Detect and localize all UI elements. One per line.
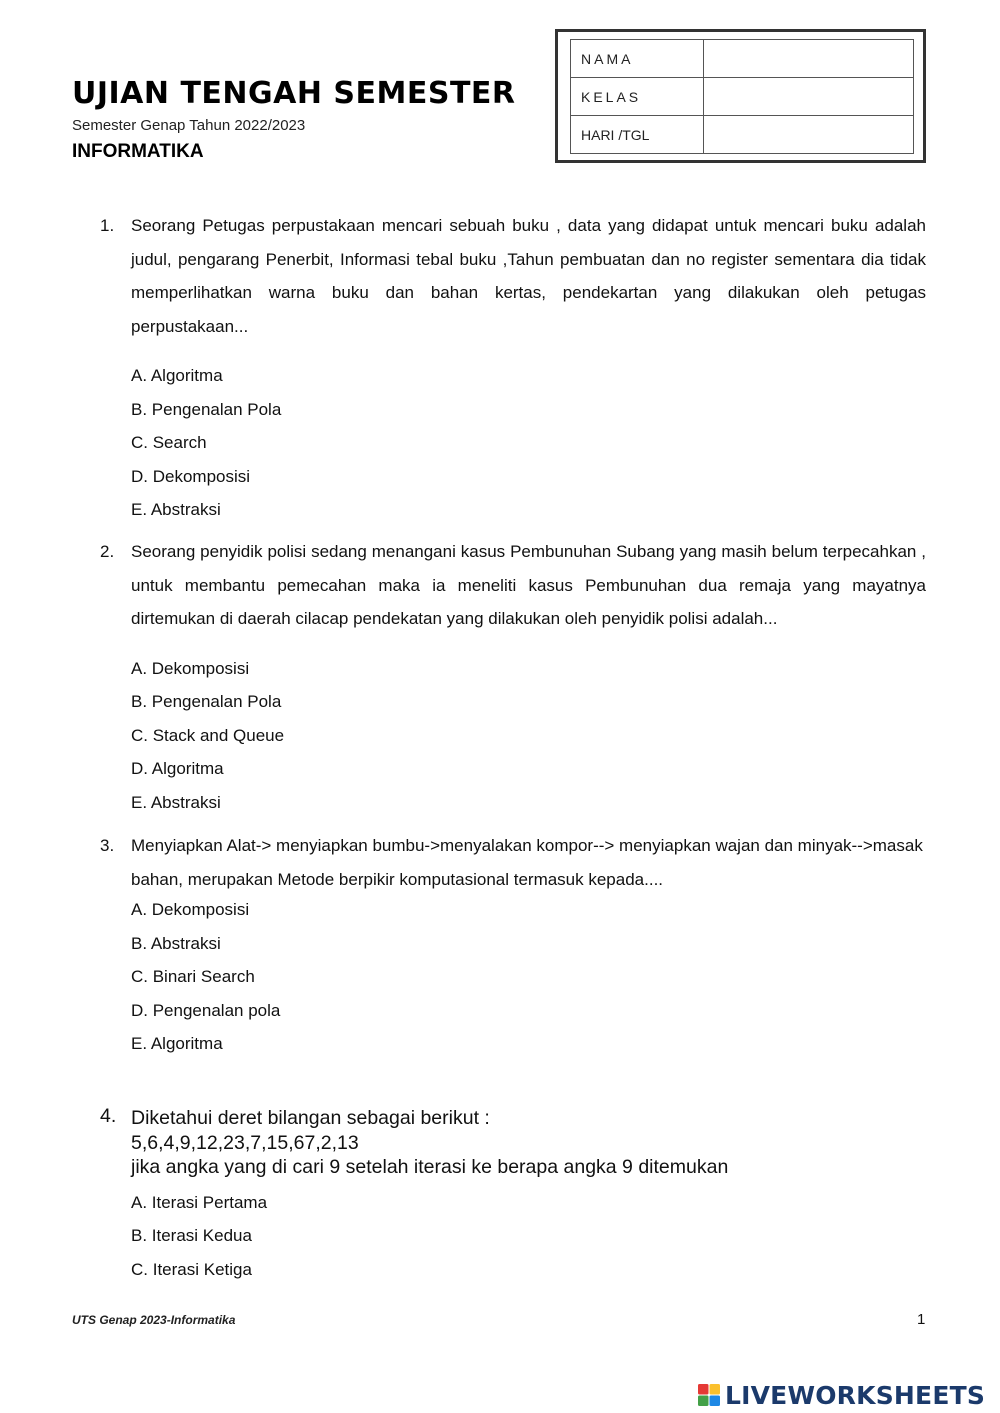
question-2 (100, 535, 926, 835)
option-b[interactable]: B. Abstraksi (131, 933, 221, 953)
footer-label: UTS Genap 2023-Informatika (72, 1313, 236, 1327)
option-e[interactable]: E. Abstraksi (131, 500, 221, 519)
hari-tgl-field[interactable] (704, 116, 914, 154)
student-identity-box (555, 29, 926, 163)
option-d[interactable]: D. Dekomposisi (131, 466, 251, 486)
question-text: Diketahui deret bilangan sebagai berikut : (131, 1107, 490, 1129)
number-sequence: 5,6,4,9,12,23,7,15,67,2,13 (131, 1131, 359, 1154)
option-e[interactable]: E. Abstraksi (131, 792, 221, 812)
option-c[interactable]: C. Binari Search (131, 967, 255, 986)
option-a[interactable]: A. Dekomposisi (131, 658, 250, 678)
question-1 (100, 209, 926, 543)
question-number: 4. (100, 1105, 117, 1127)
question-number: 2. (100, 542, 115, 561)
page-number: 1 (917, 1311, 926, 1328)
kelas-label: KELAS (571, 78, 704, 116)
identity-row-kelas (571, 78, 914, 116)
option-a[interactable]: A. Dekomposisi (131, 900, 250, 919)
option-c[interactable]: C. Iterasi Ketiga (131, 1259, 252, 1279)
subject-heading: INFORMATIKA (72, 141, 204, 162)
option-a[interactable]: A. Algoritma (131, 366, 223, 385)
option-list (131, 1186, 926, 1287)
hari-tgl-label: HARI /TGL (571, 116, 704, 154)
option-list (131, 893, 926, 1061)
option-c[interactable]: C. Stack and Queue (131, 725, 285, 745)
identity-table (570, 39, 914, 154)
option-b[interactable]: B. Iterasi Kedua (131, 1226, 252, 1245)
question-prompt: jika angka yang di cari 9 setelah iterasi ke berapa angka 9 ditemukan (131, 1156, 729, 1178)
liveworksheets-brand (697, 1380, 985, 1410)
nama-label: NAMA (571, 40, 704, 78)
liveworksheets-logo-icon (697, 1383, 721, 1407)
question-4 (100, 1106, 926, 1302)
option-list (131, 652, 926, 820)
option-a[interactable]: A. Iterasi Pertama (131, 1192, 268, 1212)
semester-subtitle: Semester Genap Tahun 2022/2023 (72, 117, 306, 134)
liveworksheets-wordmark: LIVEWORKSHEETS (725, 1380, 986, 1410)
option-list (131, 359, 926, 527)
nama-field[interactable] (704, 40, 914, 78)
option-d[interactable]: D. Pengenalan pola (131, 1000, 281, 1020)
page-title: UJIAN TENGAH SEMESTER (72, 76, 516, 111)
option-c[interactable]: C. Search (131, 433, 207, 452)
question-number: 1. (100, 216, 115, 235)
option-b[interactable]: B. Pengenalan Pola (131, 399, 282, 419)
option-e[interactable]: E. Algoritma (131, 1034, 223, 1053)
question-3 (100, 829, 926, 1077)
question-text: Seorang Petugas perpustakaan mencari sebuah buku , data yang didapat untuk mencari buku adalah judul, pengarang Penerbit, Informasi tebal buku ,Tahun pembuatan dan no register sementara dia tidak memperlihatkan warna buku dan bahan kertas, pendekartan yang dilakukan oleh petugas perpustakaan... (131, 216, 926, 336)
identity-row-nama (571, 40, 914, 78)
option-b[interactable]: B. Pengenalan Pola (131, 692, 282, 711)
question-text: Menyiapkan Alat-> menyiapkan bumbu->menyalakan kompor--> menyiapkan wajan dan minyak-->masak bahan, merupakan Metode berpikir komputasional termasuk kepada.... (131, 836, 923, 889)
question-number: 3. (100, 836, 115, 855)
option-d[interactable]: D. Algoritma (131, 759, 224, 778)
question-text: Seorang penyidik polisi sedang menangani kasus Pembunuhan Subang yang masih belum terpecahkan , untuk membantu pemecahan maka ia meneliti kasus Pembunuhan dua remaja yang mayatnya dirtemukan di daerah cilacap pendekatan yang dilakukan oleh penyidik polisi adalah... (131, 542, 926, 628)
identity-row-hari-tgl (571, 116, 914, 154)
kelas-field[interactable] (704, 78, 914, 116)
